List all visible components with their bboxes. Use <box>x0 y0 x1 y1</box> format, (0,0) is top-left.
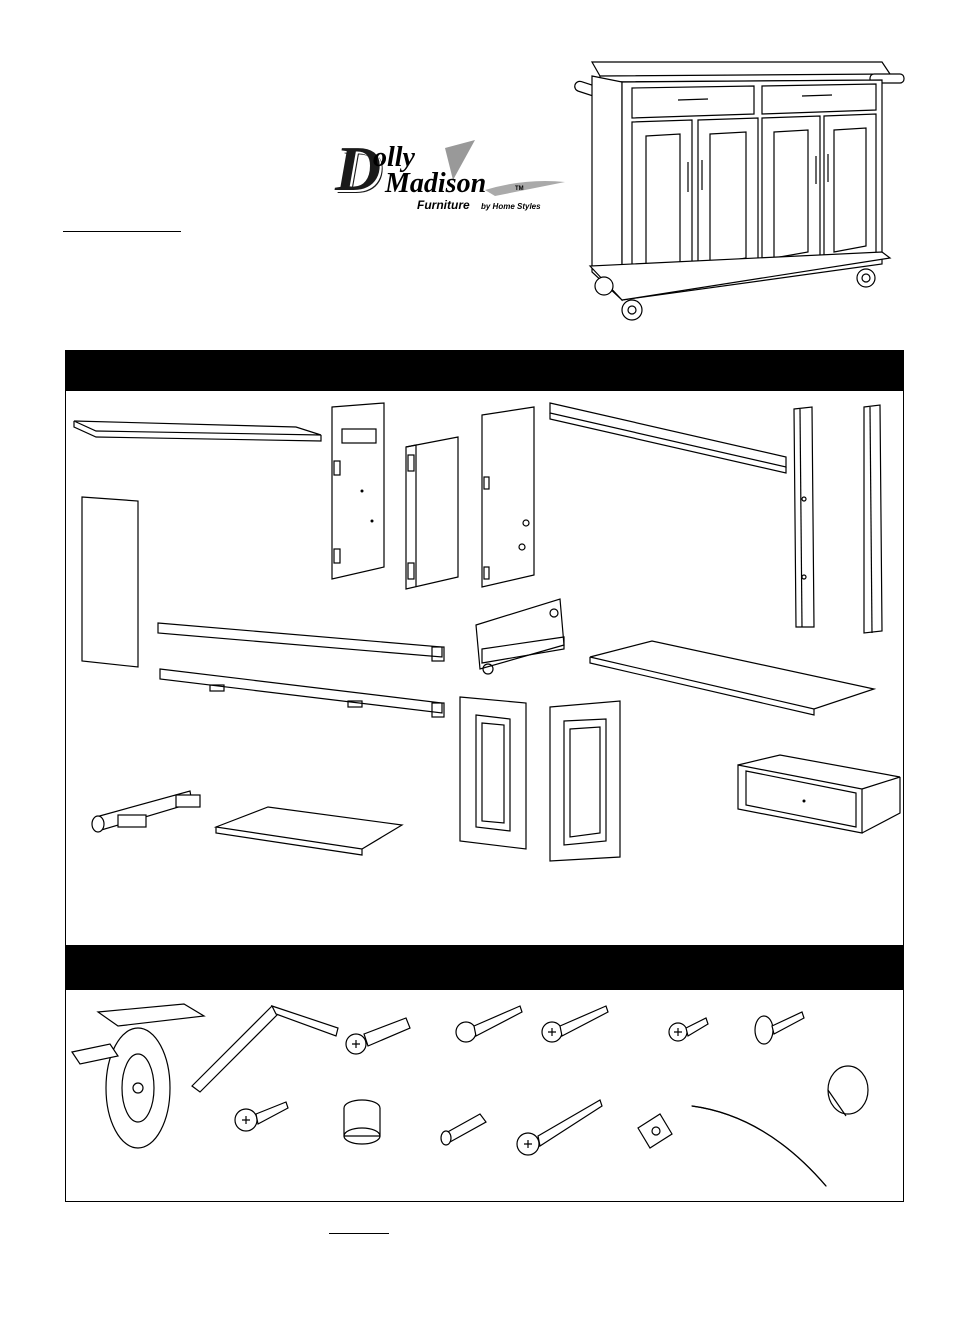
drawer-slide-bracket <box>476 599 564 674</box>
bolt-cap <box>755 1012 804 1044</box>
post-right <box>864 405 882 633</box>
top-rail <box>550 403 786 473</box>
door-right <box>550 701 620 861</box>
center-divider <box>406 437 458 589</box>
towel-bar <box>92 791 200 832</box>
front-rail-upper <box>158 623 444 661</box>
wood-screw-1 <box>542 1006 608 1042</box>
back-panel <box>82 497 138 667</box>
cam-lock <box>344 1100 380 1144</box>
wood-screw-2 <box>235 1102 288 1131</box>
header-underline <box>63 231 181 232</box>
door-handle <box>692 1106 826 1186</box>
long-screw-2 <box>517 1100 602 1155</box>
logo-word-2: Madison <box>385 168 487 199</box>
long-screw-1 <box>456 1006 522 1042</box>
front-rail-lower <box>160 669 444 717</box>
cam-bolt <box>346 1018 410 1054</box>
parts-illustrations <box>66 351 905 947</box>
logo-word-1: olly <box>373 142 415 173</box>
brand-logo <box>335 133 570 220</box>
parts-panel <box>65 350 904 946</box>
side-panel-right <box>482 407 534 587</box>
door-left <box>460 697 526 849</box>
barrel-nut <box>638 1114 672 1148</box>
short-screw <box>669 1018 708 1041</box>
hardware-panel <box>65 945 904 1202</box>
top-board <box>74 421 321 441</box>
post-left <box>794 407 814 627</box>
logo-letter: D <box>335 133 382 204</box>
wood-dowel <box>441 1114 486 1145</box>
logo-word-4: by Home Styles <box>481 202 541 211</box>
caster-wheel <box>72 1004 204 1148</box>
allen-key <box>192 1006 338 1092</box>
side-panel-left <box>332 403 384 579</box>
hardware-illustrations <box>66 946 905 1203</box>
logo-word-3: Furniture <box>417 198 470 212</box>
furniture-glide <box>828 1066 868 1116</box>
small-shelf <box>216 807 402 855</box>
footer-underline <box>329 1233 389 1234</box>
drawer-box <box>738 755 900 833</box>
logo-trademark: TM <box>515 186 524 192</box>
assembled-cart-illustration <box>570 52 910 322</box>
bottom-shelf <box>590 641 874 715</box>
